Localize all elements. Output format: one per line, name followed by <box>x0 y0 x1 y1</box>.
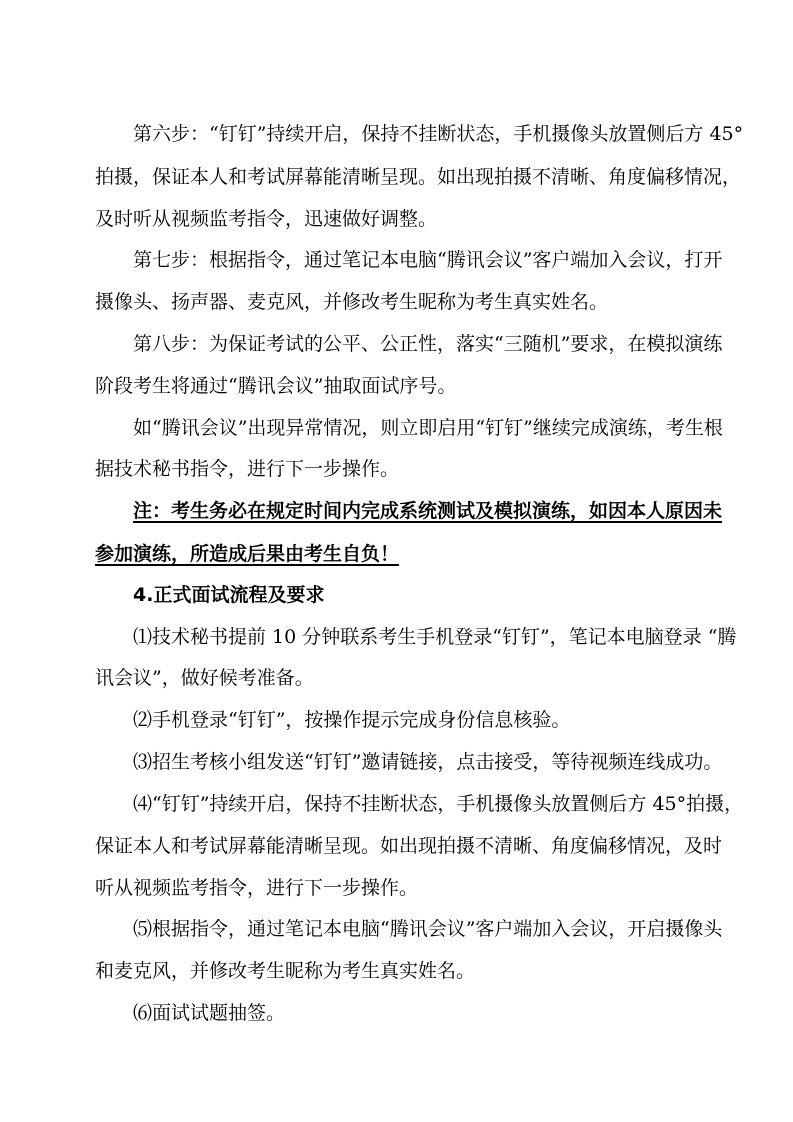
item4-line-2: 保证本人和考试屏幕能清晰呈现。如出现拍摄不清晰、角度偏移情况，及时 <box>95 835 723 857</box>
step7-line-1: 第七步：根据指令，通过笔记本电脑“腾讯会议”客户端加入会议，打开 <box>133 249 723 271</box>
section-heading: 4.正式面试流程及要求 <box>133 584 325 606</box>
fallback-line-2: 据技术秘书指令，进行下一步操作。 <box>95 458 400 480</box>
fallback-line-1: 如“腾讯会议”出现异常情况，则立即启用“钉钉”继续完成演练，考生根 <box>133 417 723 439</box>
item1-line-1: ⑴技术秘书提前 10 分钟联系考生手机登录“钉钉”，笔记本电脑登录 “腾 <box>133 626 737 648</box>
item2-line-1: ⑵手机登录“钉钉”，按操作提示完成身份信息核验。 <box>133 709 571 731</box>
step6-line-3: 及时听从视频监考指令，迅速做好调整。 <box>95 208 438 230</box>
item5-line-1: ⑸根据指令，通过笔记本电脑“腾讯会议”客户端加入会议，开启摄像头 <box>133 918 723 940</box>
step8-line-1: 第八步：为保证考试的公平、公正性，落实“三随机”要求，在模拟演练 <box>133 333 723 355</box>
step8-line-2: 阶段考生将通过“腾讯会议”抽取面试序号。 <box>95 375 457 397</box>
note-line-2: 参加演练，所造成后果由考生自负！ <box>95 543 400 565</box>
item1-line-2: 讯会议”，做好候考准备。 <box>95 667 314 689</box>
item4-line-1: ⑷“钉钉”持续开启，保持不挂断状态，手机摄像头放置侧后方 45°拍摄， <box>133 793 744 815</box>
item6-line-1: ⑹面试试题抽签。 <box>133 1002 286 1024</box>
item5-line-2: 和麦克风，并修改考生昵称为考生真实姓名。 <box>95 960 476 982</box>
item4-line-3: 听从视频监考指令，进行下一步操作。 <box>95 877 419 899</box>
note-line-1: 注：考生务必在规定时间内完成系统测试及模拟演练，如因本人原因未 <box>133 500 723 522</box>
step7-line-2: 摄像头、扬声器、麦克风，并修改考生昵称为考生真实姓名。 <box>95 291 609 313</box>
item3-line-1: ⑶招生考核小组发送“钉钉”邀请链接，点击接受，等待视频连线成功。 <box>133 751 723 773</box>
step6-line-1: 第六步：“钉钉”持续开启，保持不挂断状态，手机摄像头放置侧后方 45° <box>133 123 744 145</box>
step6-line-2: 拍摄，保证本人和考试屏幕能清晰呈现。如出现拍摄不清晰、角度偏移情况， <box>95 166 742 188</box>
